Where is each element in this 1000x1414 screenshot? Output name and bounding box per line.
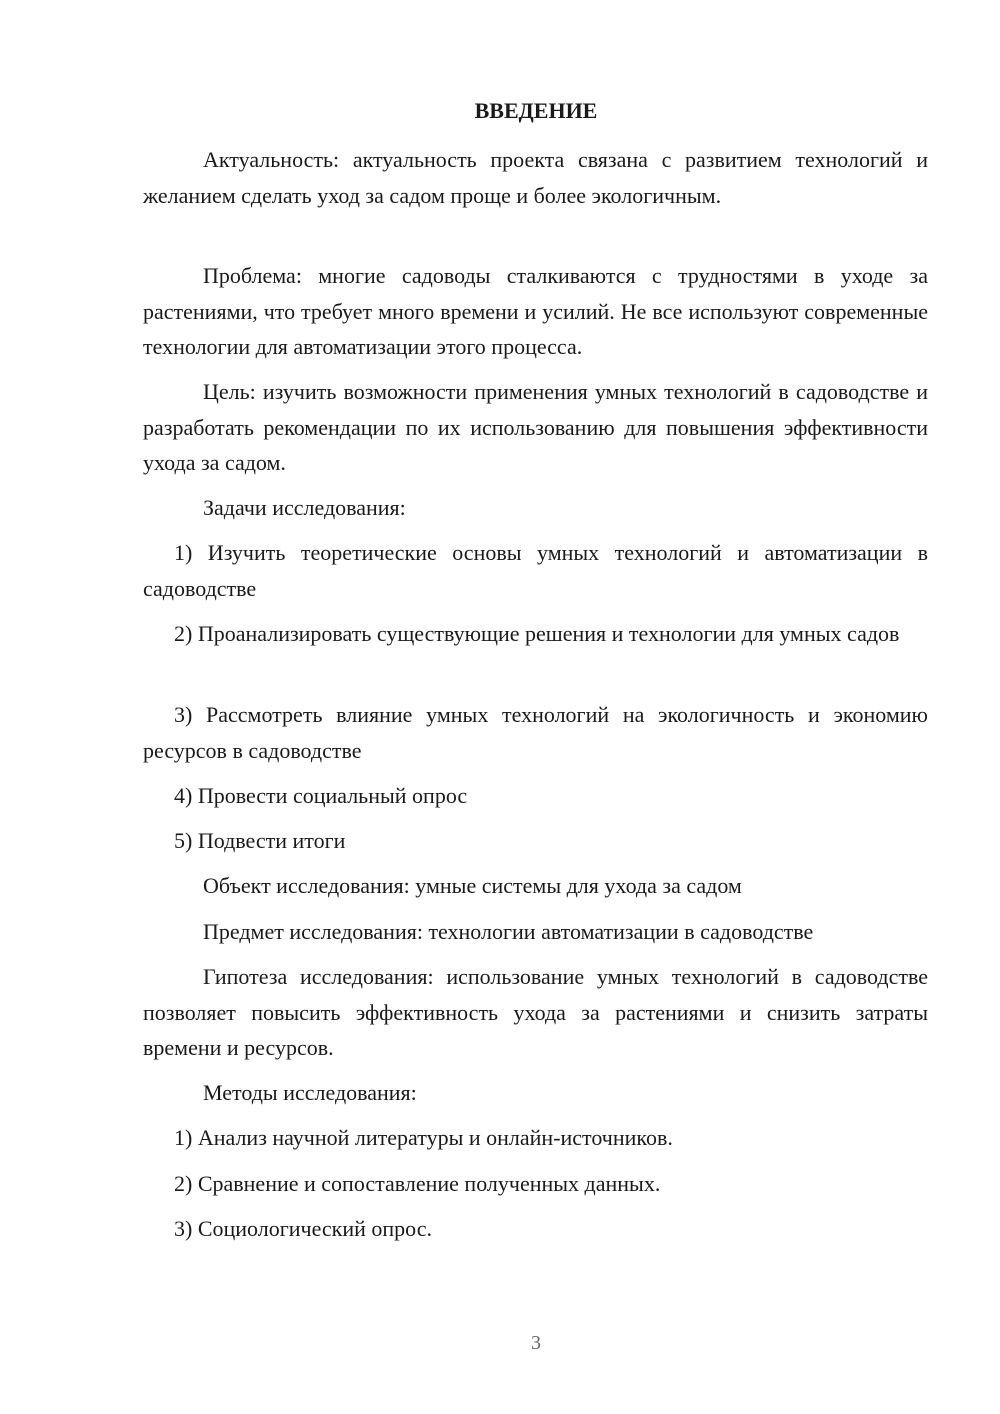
method-item-1: 1) Анализ научной литературы и онлайн-источников. <box>174 1125 673 1150</box>
task-item-2: 2) Проанализировать существующие решения и технологии для умных садов <box>174 621 900 646</box>
goal-paragraph: Цель: изучить возможности применения умных технологий в садоводстве и разработать рекомендации по их использованию для повышения эффективности ухода за садом. <box>143 379 928 475</box>
method-item-3: 3) Социологический опрос. <box>174 1216 432 1241</box>
problem-paragraph: Проблема: многие садоводы сталкиваются с трудностями в уходе за растениями, что требует много времени и усилий. Не все используют современные технологии для автоматизации этого процесса. <box>143 263 928 359</box>
hypothesis-paragraph: Гипотеза исследования: использование умных технологий в садоводстве позволяет повысить эффективность ухода за растениями и снизить затраты времени и ресурсов. <box>143 964 928 1060</box>
task-item-5: 5) Подвести итоги <box>174 828 346 853</box>
method-item-2: 2) Сравнение и сопоставление полученных данных. <box>174 1171 661 1196</box>
research-object: Объект исследования: умные системы для ухода за садом <box>203 873 742 898</box>
task-item-1: 1) Изучить теоретические основы умных технологий и автоматизации в садоводстве <box>143 540 928 601</box>
page-title: ВВЕДЕНИЕ <box>474 98 598 123</box>
relevance-paragraph: Актуальность: актуальность проекта связана с развитием технологий и желанием сделать уход за садом проще и более экологичным. <box>143 147 928 208</box>
research-subject: Предмет исследования: технологии автоматизации в садоводстве <box>203 919 814 944</box>
task-item-3: 3) Рассмотреть влияние умных технологий на экологичность и экономию ресурсов в садоводстве <box>143 702 928 763</box>
page-number: 3 <box>531 1332 541 1354</box>
tasks-heading: Задачи исследования: <box>203 495 406 520</box>
methods-heading: Методы исследования: <box>203 1080 417 1105</box>
task-item-4: 4) Провести социальный опрос <box>174 783 468 808</box>
